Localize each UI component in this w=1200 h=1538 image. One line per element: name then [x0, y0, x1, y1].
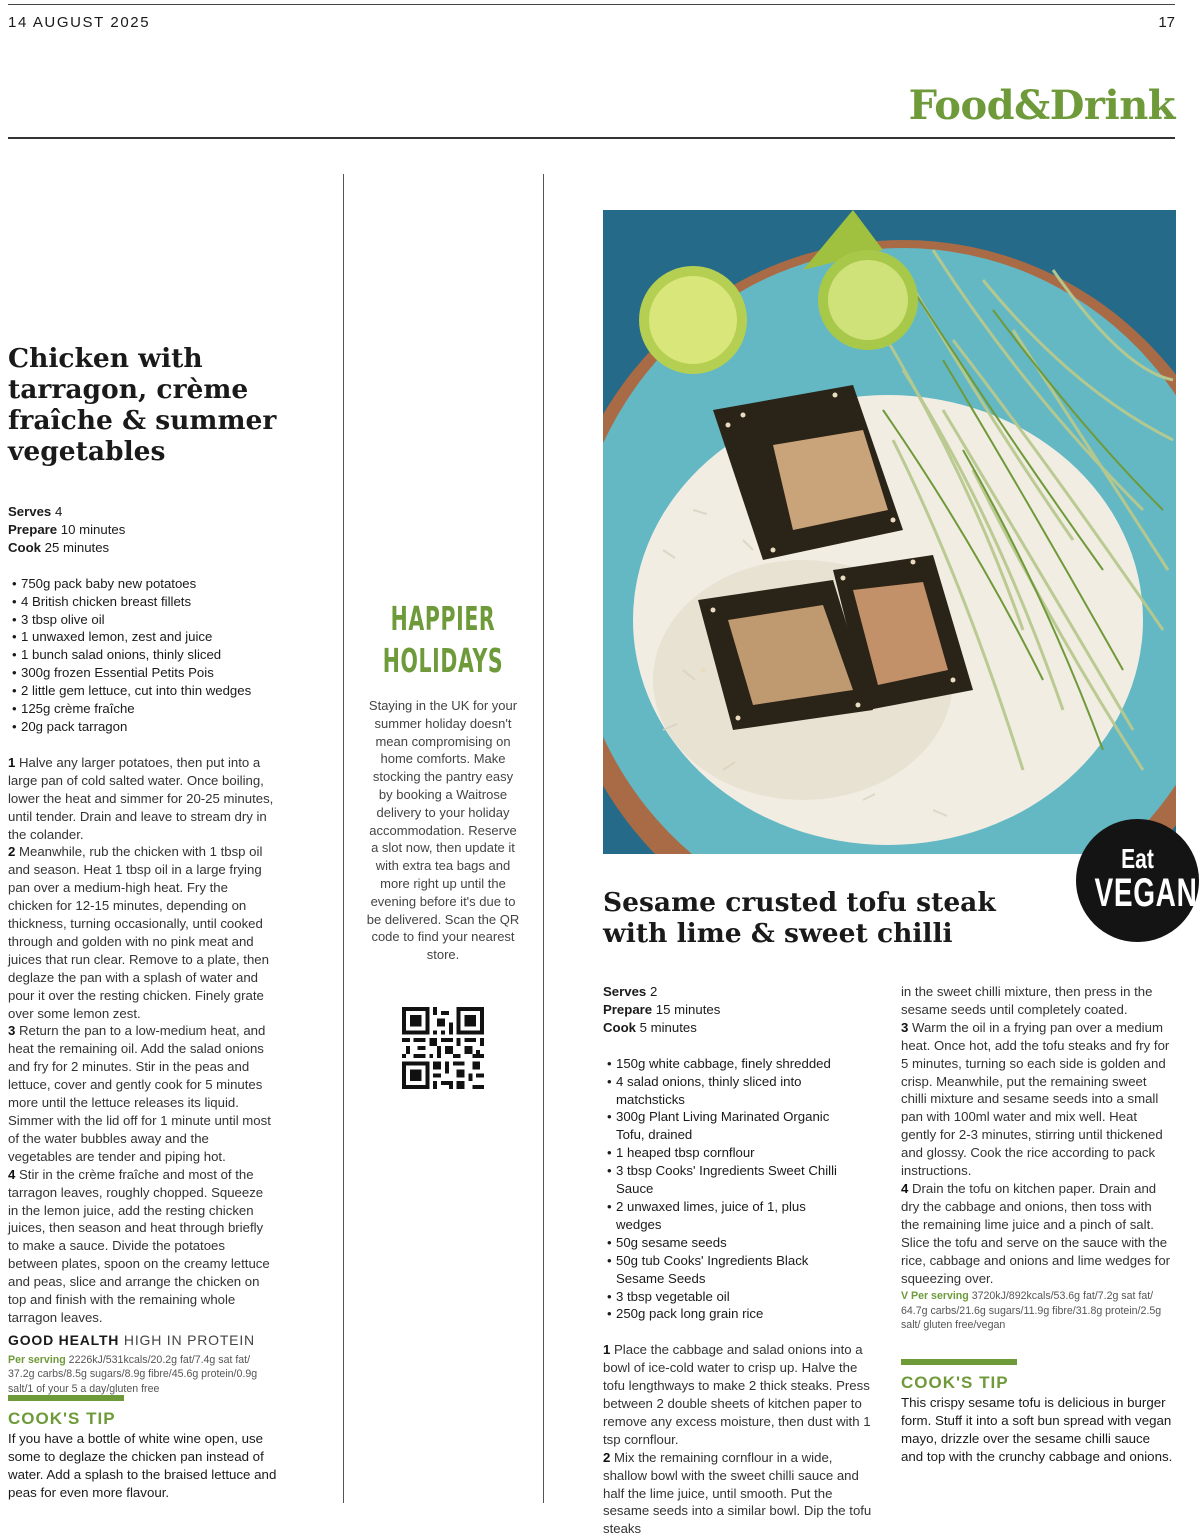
ingredient: • 125g crème fraîche: [8, 700, 284, 718]
tip-accent-bar: [8, 1395, 124, 1401]
ingredient: • 1 bunch salad onions, thinly sliced: [8, 646, 284, 664]
recipe1-nutrition: Per serving 2226kJ/531kcals/20.2g fat/7.4g sat fat/ 37.2g carbs/8.5g sugars/8.9g fibre/45.6g protein/0.9g salt/1 of your 5 a day/gluten free: [8, 1353, 258, 1395]
meta-serves: Serves 4: [8, 504, 63, 519]
recipe2-meta: [603, 983, 883, 1037]
top-rule: [8, 4, 1175, 5]
method-step: 4 Drain the tofu on kitchen paper. Drain and dry the cabbage and onions, then toss with the remaining lime juice and a pinch of salt. Slice the tofu and serve on the sauce with the rice, cabbage and onions and lime wedges for squeezing over.: [901, 1180, 1171, 1286]
recipe2-column-right: [901, 983, 1173, 1333]
method-step: 3 Warm the oil in a frying pan over a medium heat. Once hot, add the tofu steaks and fry for 5 minutes, turning so each side is golden and crisp. Meanwhile, put the remaining sweet chilli mixture and sesame seeds into a small pan with 100ml water and mix well. Heat gently for 2-3 minutes, stirring until thickened and glossy. Cook the rice according to pack instructions.: [901, 1019, 1170, 1179]
tofu-dish-photo: [603, 210, 1176, 854]
ingredient: • 3 tbsp vegetable oil: [603, 1288, 843, 1306]
ingredient: • 3 tbsp Cooks' Ingredients Sweet Chilli Sauce: [603, 1162, 843, 1198]
ingredient: • 20g pack tarragon: [8, 718, 284, 736]
ingredient: • 300g frozen Essential Petits Pois: [8, 664, 284, 682]
qr-code[interactable]: [402, 1007, 484, 1089]
recipe1-ingredients: [8, 575, 284, 736]
recipe1-tip-heading: COOK'S TIP: [8, 1409, 116, 1428]
ingredient: • 1 unwaxed lemon, zest and juice: [8, 628, 284, 646]
section-title: Food&Drink: [908, 82, 1175, 129]
recipe1-title: Chicken with tarragon, crème fraîche & summer vegetables: [8, 343, 277, 467]
page-number: 17: [1158, 14, 1175, 31]
meta-prepare: Prepare 10 minutes: [8, 521, 126, 537]
recipe2-ingredients: [603, 1055, 843, 1324]
ingredient: • 250g pack long grain rice: [603, 1305, 843, 1323]
recipe1-tip-text: If you have a bottle of white wine open, use some to deglaze the chicken pan instead of water. Add a splash to the braised lettuce and peas for even more flavour.: [8, 1431, 277, 1500]
meta-prepare: Prepare 15 minutes: [603, 1001, 721, 1017]
ingredient: • 2 unwaxed limes, juice of 1, plus wedges: [603, 1198, 843, 1234]
column-divider: [543, 174, 544, 1503]
good-health-line: GOOD HEALTH HIGH IN PROTEIN: [8, 1331, 255, 1348]
eat-vegan-badge: Eat VEGAN: [1076, 819, 1199, 942]
ingredient: • 4 British chicken breast fillets: [8, 593, 284, 611]
ingredient: • 150g white cabbage, finely shredded: [603, 1055, 843, 1073]
recipe2-nutrition: V Per serving 3720kJ/892kcals/53.6g fat/7.2g sat fat/ 64.7g carbs/21.6g sugars/11.9g fibre/31.8g protein/2.5g salt/ gluten free/vegan: [901, 1290, 1162, 1332]
ingredient: • 4 salad onions, thinly sliced into matchsticks: [603, 1073, 843, 1109]
ingredient: • 1 heaped tbsp cornflour: [603, 1144, 843, 1162]
ingredient: • 2 little gem lettuce, cut into thin wedges: [8, 682, 284, 700]
promo-heading: HAPPIER HOLIDAYS: [382, 599, 504, 680]
recipe2-column-left: [603, 983, 883, 1538]
recipe2-tip-heading: COOK'S TIP: [901, 1373, 1009, 1392]
recipe2-method-part2: in the sweet chilli mixture, then press in the sesame seeds until completely coated. 3 Warm the oil in a frying pan over a medium heat. Once hot, add the tofu steaks and fry for 5 minutes, turning so each side is golden and crisp. Meanwhile, put the remaining sweet chilli mixture and sesame seeds into a small pan with 100ml water and mix well. Heat gently for 2-3 minutes, stirring until thickened and glossy. Cook the rice according to pack instructions. 4 Drain the tofu on kitchen paper. Drain and dry the cabbage and onions, then toss with the remaining lime juice and a pinch of salt. Slice the tofu and serve on the sauce with the rice, cabbage and onions and lime wedges for squeezing over.: [901, 983, 1173, 1287]
column-divider: [343, 174, 344, 1503]
promo-text: Staying in the UK for your summer holiday doesn't mean compromising on home comforts. Make stocking the pantry easy by booking a Waitrose delivery to your holiday accommodation. Reserve a slot now, then update it with extra tea bags and more right up until the evening before it's due to be delivered. Scan the QR code to find your nearest store.: [366, 698, 520, 963]
method-step: 1 Halve any larger potatoes, then put into a large pan of cold salted water. Once boiling, lower the heat and simmer for 20-25 minutes, until tender. Drain and leave to stream dry in the colander.: [8, 754, 274, 842]
recipe2-tip-text: This crispy sesame tofu is delicious in burger form. Stuff it into a soft bun spread with vegan mayo, drizzle over the sesame chilli sauce and top with the crunchy cabbage and onions.: [901, 1395, 1173, 1464]
recipe2-method-part1: [603, 1341, 879, 1538]
meta-cook: Cook 25 minutes: [8, 539, 110, 555]
method-step: 1 Place the cabbage and salad onions into a bowl of ice-cold water to crisp up. Halve the tofu lengthways to make 2 thick steaks. Press between 2 double sheets of kitchen paper to remove any excess moisture, then dust with 1 tsp cornflour.: [603, 1342, 871, 1447]
ingredient: • 50g tub Cooks' Ingredients Black Sesame Seeds: [603, 1252, 843, 1288]
meta-cook: Cook 5 minutes: [603, 1019, 697, 1035]
section-rule: [8, 137, 1175, 139]
ingredient: • 50g sesame seeds: [603, 1234, 843, 1252]
recipe1-method: [8, 754, 276, 1327]
tip-accent-bar: [901, 1359, 1017, 1365]
method-step: 4 Stir in the crème fraîche and most of the tarragon leaves, roughly chopped. Squeeze in the lemon juice, add the resting chicken juices, then season and heat through briefly to make a sauce. Divide the potatoes between plates, spoon on the creamy lettuce and peas, slice and arrange the chicken on top and finish with the remaining whole tarragon leaves.: [8, 1166, 270, 1325]
method-step: 2 Meanwhile, rub the chicken with 1 tbsp oil and season. Heat 1 tbsp oil in a large frying pan over a medium-high heat. Fry the chicken for 12-15 minutes, depending on thickness, turning occasionally, until cooked through and golden with no pink meat and juices that run clear. Remove to a plate, then deglaze the pan with a splash of water and pour it over the resting chicken. Finely grate over some lemon zest.: [8, 844, 269, 1021]
ingredient: • 750g pack baby new potatoes: [8, 575, 284, 593]
method-step: 2 Mix the remaining cornflour in a wide, shallow bowl with the sweet chilli sauce and half the lime juice, until smooth. Put the sesame seeds into a similar bowl. Dip the tofu steaks: [603, 1449, 872, 1537]
issue-date: 14 AUGUST 2025: [8, 14, 151, 31]
meta-serves: Serves 2: [603, 984, 658, 999]
recipe1-column: [8, 343, 284, 1396]
ingredient: • 3 tbsp olive oil: [8, 611, 284, 629]
recipe1-meta: [8, 503, 284, 557]
recipe2-title: Sesame crusted tofu steak with lime & sweet chilli: [603, 887, 996, 949]
ingredient: • 300g Plant Living Marinated Organic Tofu, drained: [603, 1108, 843, 1144]
method-step: 3 Return the pan to a low-medium heat, and heat the remaining oil. Add the salad onions and fry for 2 minutes. Stir in the peas and lettuce, cover and gently cook for 5 minutes more until the lettuce releases its liquid. Simmer with the lid off for 1 minute until most of the water bubbles away and the vegetables are tender and piping hot.: [8, 1023, 271, 1164]
